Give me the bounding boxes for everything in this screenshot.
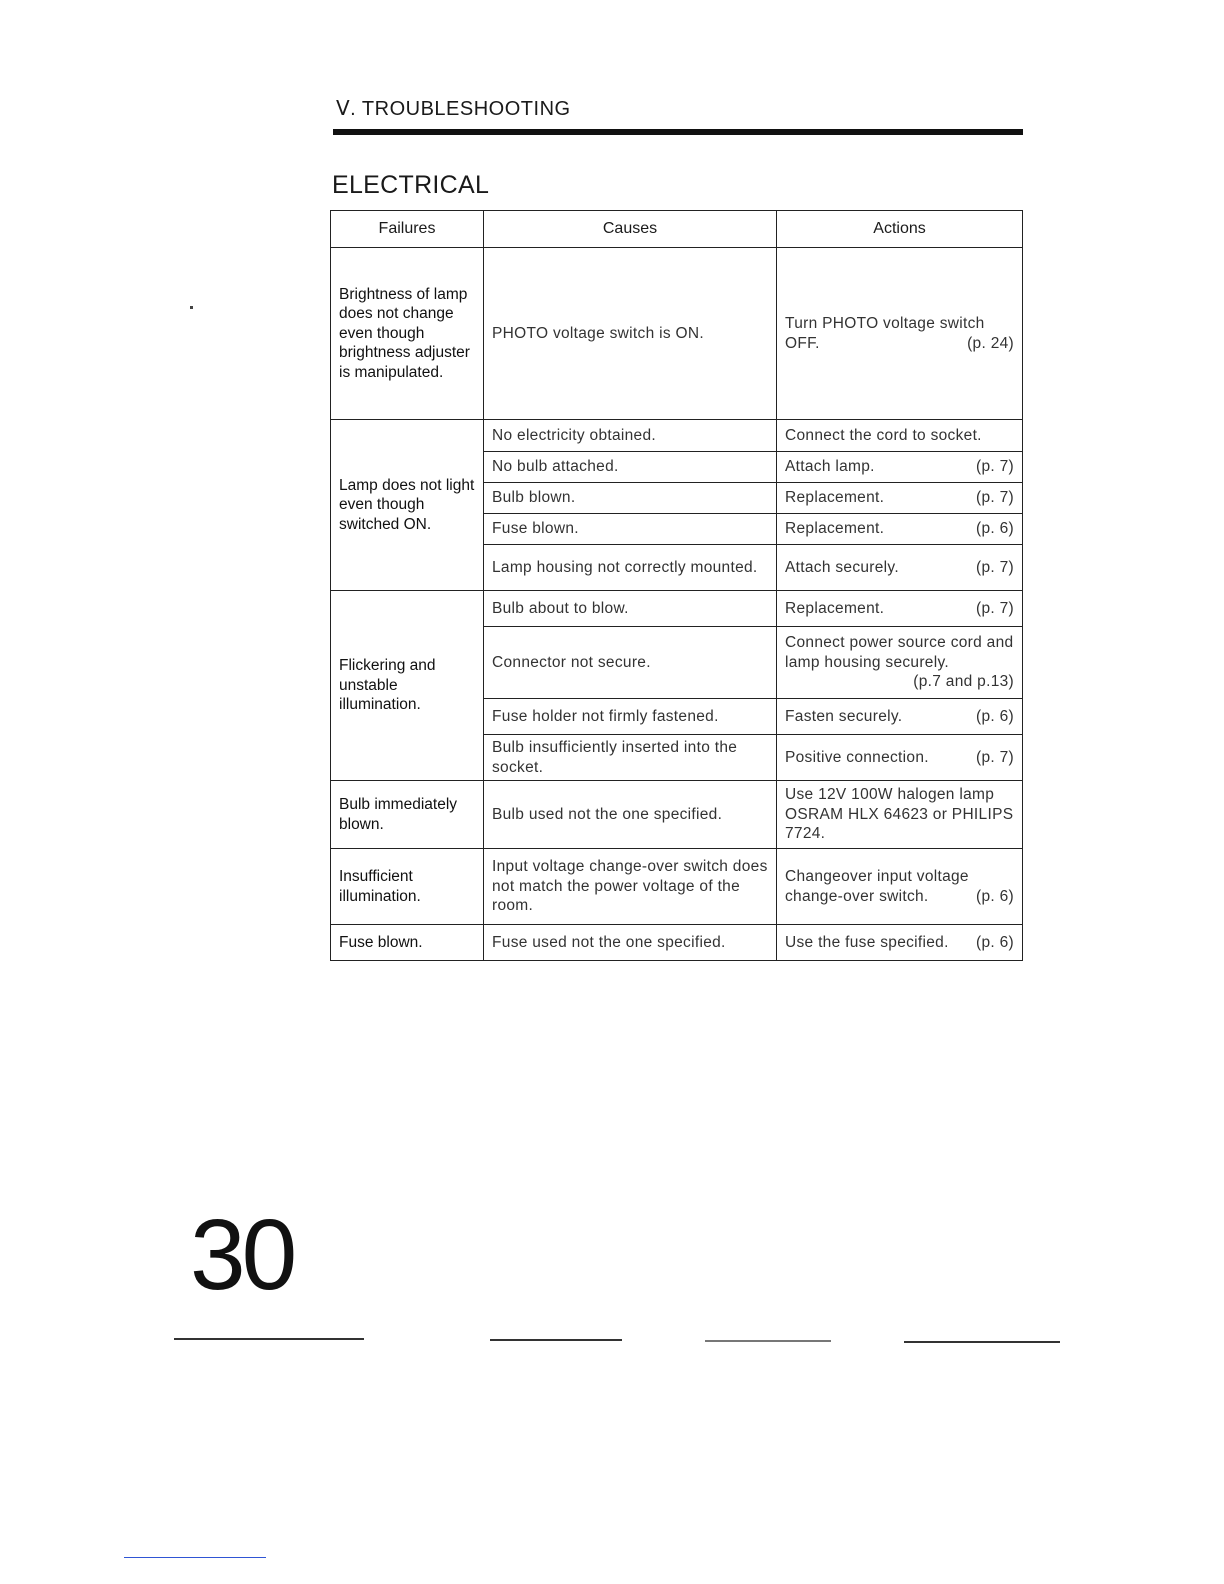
stray-mark [190,306,193,309]
action-cell [777,248,1023,420]
page-reference: (p.7 and p.13) [913,673,1014,691]
action-cell [777,452,1023,483]
page-title: ELECTRICAL [332,171,490,199]
cause-cell: Connector not secure. [484,627,777,699]
footer-rule [705,1340,831,1342]
troubleshooting-table [330,210,1023,961]
action-cell [777,514,1023,545]
cause-cell: PHOTO voltage switch is ON. [484,248,777,420]
action-cell [777,735,1023,781]
footer-rule [490,1339,622,1341]
action-cell [777,545,1023,591]
page-reference: (p. 6) [976,887,1014,905]
table-row [331,925,1023,961]
page-reference: (p. 7) [976,599,1014,617]
action-text: Attach lamp. [785,458,875,476]
cause-cell: Bulb about to blow. [484,591,777,627]
action-cell [777,699,1023,735]
failure-cell: Bulb immediately blown. [331,781,484,849]
cause-cell: Input voltage change-over switch does not match the power voltage of the room. [484,849,777,925]
cause-cell: Bulb blown. [484,483,777,514]
page-reference: (p. 7) [976,489,1014,507]
action-text: Use the fuse specified. [785,933,949,951]
action-cell [777,591,1023,627]
action-text: Connect the cord to socket. [785,426,982,444]
action-cell [777,627,1023,699]
action-text: Turn PHOTO voltage switch [785,315,985,332]
table-row [331,591,1023,627]
table-header-row [331,211,1023,248]
page-reference: (p. 7) [976,748,1014,766]
action-text: Replacement. [785,520,885,538]
action-text: Connect power source cord and lamp housing securely. [785,634,1014,671]
table-row [331,248,1023,420]
failure-cell: Lamp does not light even though switched ON. [331,420,484,591]
page-reference: (p. 6) [976,933,1014,951]
page-reference: (p. 7) [976,458,1014,476]
cause-cell: Bulb used not the one specified. [484,781,777,849]
header-causes: Causes [484,211,777,248]
action-cell [777,849,1023,925]
table-row [331,781,1023,849]
action-text: Fasten securely. [785,707,903,725]
page-reference: (p. 6) [976,520,1014,538]
failure-cell: Brightness of lamp does not change even though brightness adjuster is manipulated. [331,248,484,420]
heading-rule [333,129,1023,135]
failure-cell: Insufficient illumination. [331,849,484,925]
action-cell [777,420,1023,452]
cause-cell: No bulb attached. [484,452,777,483]
action-text: change-over switch. [785,887,929,905]
action-text: Replacement. [785,599,885,617]
section-heading: Ⅴ. TROUBLESHOOTING [336,98,571,120]
page-reference: (p. 24) [967,334,1014,352]
action-text: Positive connection. [785,748,929,766]
cause-cell: Fuse blown. [484,514,777,545]
footer-rule [124,1557,266,1558]
table-row [331,420,1023,452]
page-reference: (p. 6) [976,707,1014,725]
action-text: Replacement. [785,489,885,507]
cause-cell: Fuse holder not firmly fastened. [484,699,777,735]
cause-cell: Bulb insufficiently inserted into the socket. [484,735,777,781]
action-text: Attach securely. [785,558,899,576]
header-actions: Actions [777,211,1023,248]
action-cell [777,925,1023,961]
action-cell [777,483,1023,514]
footer-rule [904,1341,1060,1343]
failure-cell: Flickering and unstable illumination. [331,591,484,781]
action-line [785,334,1014,354]
action-cell: Use 12V 100W halogen lamp OSRAM HLX 64623 or PHILIPS 7724. [777,781,1023,849]
page-reference: (p. 7) [976,558,1014,576]
table-row [331,849,1023,925]
action-text: Changeover input voltage [785,868,969,885]
cause-cell: Fuse used not the one specified. [484,925,777,961]
header-failures: Failures [331,211,484,248]
footer-rule [174,1338,364,1340]
page-number: 30 [190,1199,294,1311]
cause-cell: No electricity obtained. [484,420,777,452]
cause-cell: Lamp housing not correctly mounted. [484,545,777,591]
failure-cell: Fuse blown. [331,925,484,961]
action-text: OFF. [785,334,820,352]
